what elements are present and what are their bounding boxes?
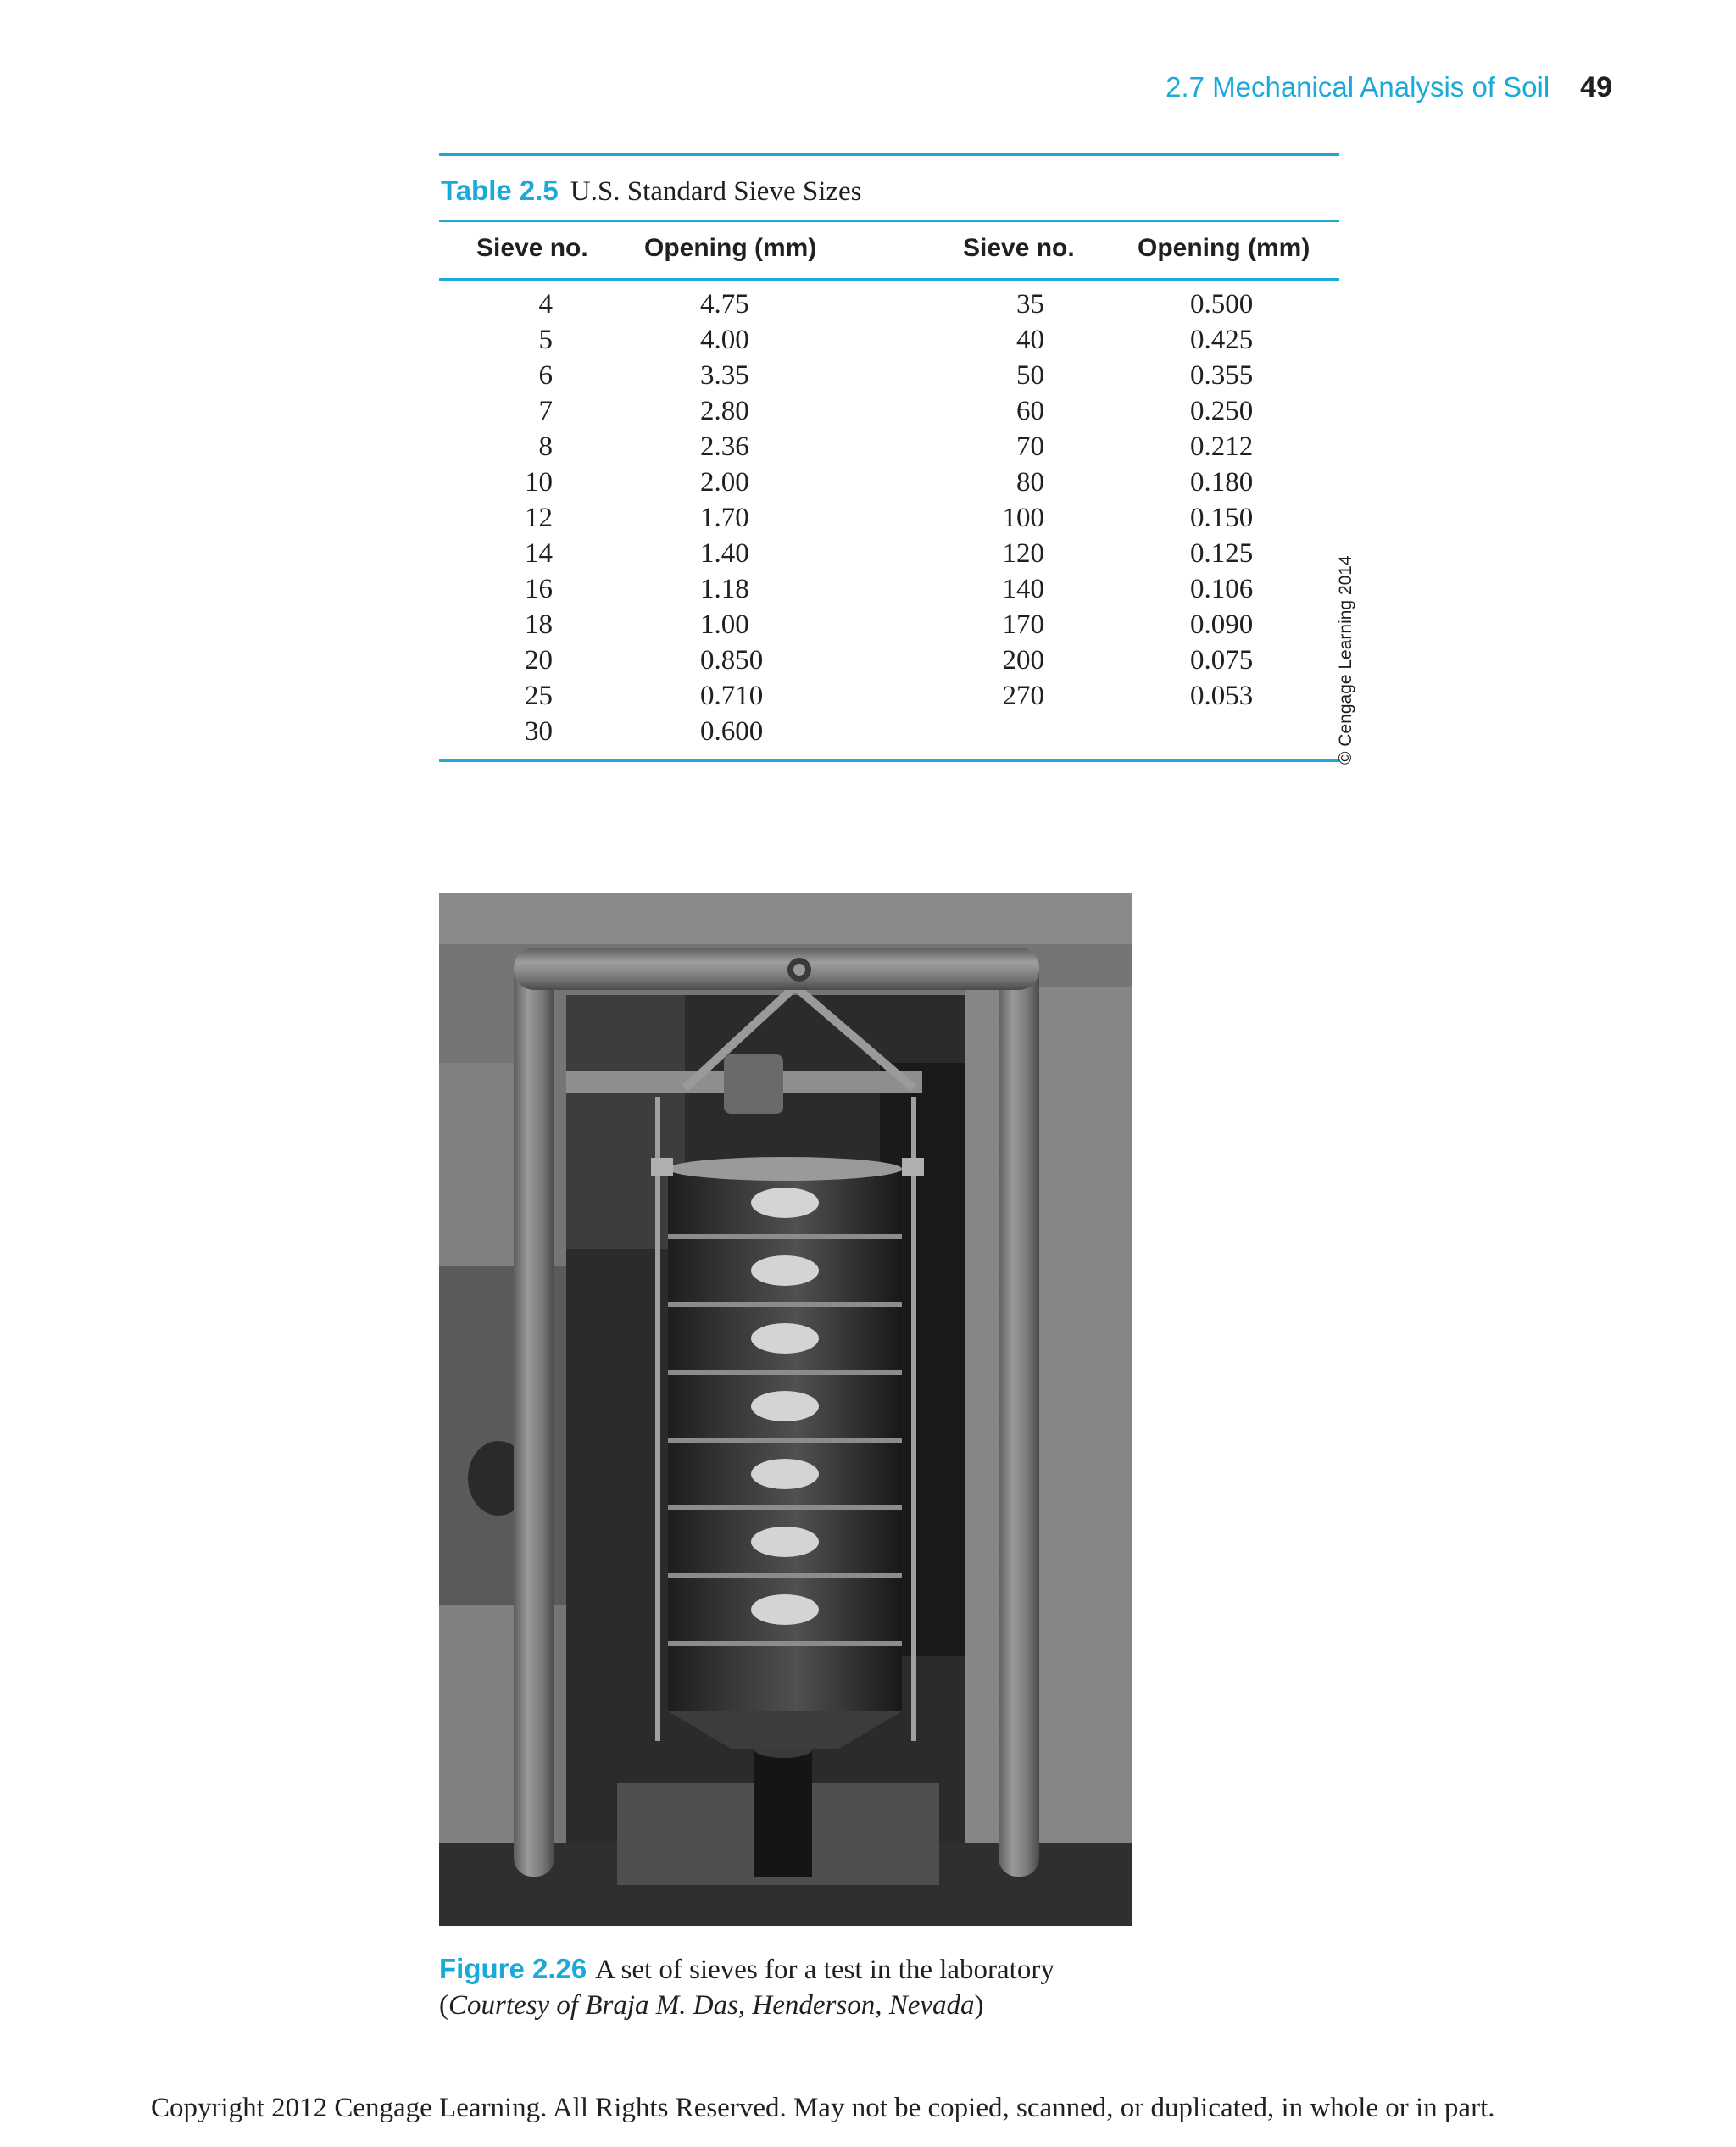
table-cell: 4.00 [700,325,749,355]
table-cell: 0.212 [1190,431,1254,462]
table-row [439,501,1339,537]
table-cell: 0.125 [1190,538,1254,569]
table-cell: 0.850 [700,645,764,676]
column-header: Opening (mm) [644,234,817,262]
column-header: Sieve no. [476,234,588,262]
table-cell: 16 [525,574,553,604]
table-cell: 0.600 [700,716,764,747]
table-cell: 40 [1016,325,1044,355]
page-number: 49 [1580,71,1612,103]
section-title: 2.7 Mechanical Analysis of Soil [1166,71,1550,103]
copyright-notice: Copyright 2012 Cengage Learning. All Rights Reserved. May not be copied, scanned, or duplicated, in whole or in part. [151,2093,1495,2123]
table-row [439,608,1339,643]
running-head [1166,71,1612,104]
table-cell: 80 [1016,467,1044,498]
table-cell: 7 [538,396,553,426]
figure-credit: Courtesy of Braja M. Das, Henderson, Nevada [448,1990,975,2021]
table-cell: 0.180 [1190,467,1254,498]
table-cell: 10 [525,467,553,498]
table-row [439,394,1339,430]
table-row [439,679,1339,715]
table-cell: 100 [1002,503,1044,533]
figure-label: Figure 2.26 [439,1953,587,1984]
table-cell: 0.250 [1190,396,1254,426]
table-label: Table 2.5 [441,175,559,206]
table-cell: 20 [525,645,553,676]
table-cell: 170 [1002,609,1044,640]
sieve-stack [668,1157,902,1749]
table-cell: 0.710 [700,681,764,711]
table-cell: 3.35 [700,360,749,391]
table-bottom-rule [439,759,1339,762]
sieve-shaker-photo [439,893,1132,1926]
table-cell: 14 [525,538,553,569]
table-cell: 1.70 [700,503,749,533]
table-cell: 140 [1002,574,1044,604]
table-cell: 0.500 [1190,289,1254,320]
table-body [439,281,1339,759]
figure-caption-line [439,1951,1054,1988]
table-cell: 0.075 [1190,645,1254,676]
table-cell: 70 [1016,431,1044,462]
table-cell: 4.75 [700,289,749,320]
table-cell: 1.18 [700,574,749,604]
table-cell: 8 [538,431,553,462]
table-row [439,323,1339,359]
table-cell: 60 [1016,396,1044,426]
table-cell: 1.00 [700,609,749,640]
sieve-table [439,153,1339,762]
figure-caption-text: A set of sieves for a test in the laboratory [595,1955,1054,1985]
table-row [439,287,1339,323]
table-row [439,359,1339,394]
table-cell: 35 [1016,289,1044,320]
figure-caption [439,1951,1054,2023]
table-row [439,572,1339,608]
table-cell: 4 [538,289,553,320]
table-cell: 12 [525,503,553,533]
table-cell: 2.80 [700,396,749,426]
table-row [439,715,1339,750]
credit-open-paren: ( [439,1990,448,2021]
table-cell: 25 [525,681,553,711]
column-header: Sieve no. [963,234,1075,262]
table-row [439,465,1339,501]
table-cell: 0.425 [1190,325,1254,355]
table-cell: 120 [1002,538,1044,569]
table-cell: 6 [538,360,553,391]
sieve-shaker-illustration [439,893,1132,1926]
table-cell: 0.150 [1190,503,1254,533]
table-cell: 0.053 [1190,681,1254,711]
column-header: Opening (mm) [1138,234,1310,262]
table-credit: © Cengage Learning 2014 [1336,555,1355,765]
table-cell: 2.00 [700,467,749,498]
table-cell: 200 [1002,645,1044,676]
table-cell: 1.40 [700,538,749,569]
table-cell: 5 [538,325,553,355]
credit-close-paren: ) [974,1990,984,2021]
table-cell: 2.36 [700,431,749,462]
table-cell: 30 [525,716,553,747]
table-cell: 50 [1016,360,1044,391]
table-row [439,430,1339,465]
table-cell: 0.090 [1190,609,1254,640]
figure-credit-line [439,1988,1054,2023]
table-cell: 0.355 [1190,360,1254,391]
table-title: U.S. Standard Sieve Sizes [570,176,862,207]
table-cell: 18 [525,609,553,640]
table-caption [439,156,1339,220]
table-row [439,643,1339,679]
table-row [439,537,1339,572]
table-cell: 270 [1002,681,1044,711]
table-cell: 0.106 [1190,574,1254,604]
table-header-row [439,222,1339,278]
